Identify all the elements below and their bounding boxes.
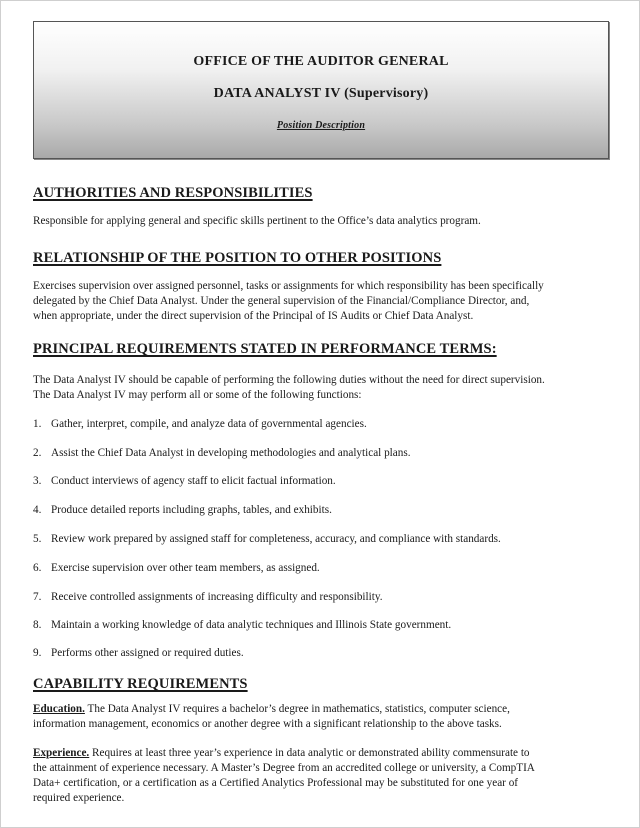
list-item-text: Review work prepared by assigned staff for completeness, accuracy, and compliance with standards. — [51, 533, 501, 545]
list-item-text: Assist the Chief Data Analyst in developing methodologies and analytical plans. — [51, 447, 411, 459]
list-item-text: Maintain a working knowledge of data analytic techniques and Illinois State government. — [51, 619, 452, 631]
list-item-text: Conduct interviews of agency staff to elicit factual information. — [51, 475, 336, 487]
heading-capability: CAPABILITY REQUIREMENTS — [33, 676, 248, 692]
list-item-text: Produce detailed reports including graphs, tables, and exhibits. — [51, 504, 332, 516]
list-item — [33, 503, 609, 518]
list-item — [33, 561, 609, 576]
list-item-number: 4. — [33, 504, 42, 516]
principal-intro-line-2: The Data Analyst IV may perform all or some of the following functions: — [33, 389, 362, 401]
list-item-text: Exercise supervision over other team members, as assigned. — [51, 562, 320, 574]
position-description-label: Position Description — [276, 120, 366, 131]
relationship-line-2: delegated by the Chief Data Analyst. Under the general supervision of the Financial/Compliance Director, and, — [33, 295, 530, 307]
education-paragraph — [33, 702, 609, 732]
education-label: Education. — [33, 703, 85, 715]
list-item — [33, 417, 609, 432]
list-item — [33, 618, 609, 633]
authorities-text — [33, 214, 609, 229]
relationship-line-1: Exercises supervision over assigned personnel, tasks or assignments for which responsibility has been specifically — [33, 280, 544, 292]
heading-authorities: AUTHORITIES AND RESPONSIBILITIES — [33, 185, 313, 201]
heading-relationship: RELATIONSHIP OF THE POSITION TO OTHER POSITIONS — [33, 250, 442, 266]
relationship-line-3: when appropriate, under the direct supervision of the Principal of IS Audits or Chief Data Analyst. — [33, 310, 474, 322]
list-item-number: 6. — [33, 562, 42, 574]
relationship-text — [33, 279, 609, 324]
education-line-2: information management, economics or another degree with a significant relationship to the above tasks. — [33, 718, 502, 730]
list-item-number: 7. — [33, 591, 42, 603]
experience-label: Experience. — [33, 747, 90, 759]
experience-line-2: the attainment of experience necessary. A Master’s Degree from an accredited college or university, a CompTIA — [33, 762, 535, 774]
principal-intro — [33, 373, 609, 403]
experience-paragraph — [33, 746, 609, 806]
experience-text-start: Requires at least three year’s experience in data analytic or demonstrated ability commensurate to — [89, 747, 530, 759]
list-item-number: 1. — [33, 418, 42, 430]
education-text-start: The Data Analyst IV requires a bachelor’s degree in mathematics, statistics, computer science, — [84, 703, 510, 715]
list-item-number: 3. — [33, 475, 42, 487]
list-item — [33, 474, 609, 489]
experience-line-3: Data+ certification, or a certification as a Certified Analytics Professional may be substituted for one year of — [33, 777, 519, 789]
header-box — [33, 21, 609, 159]
position-title: DATA ANALYST IV (Supervisory) — [213, 86, 429, 101]
list-item-text: Gather, interpret, compile, and analyze data of governmental agencies. — [51, 418, 367, 430]
list-item-text: Performs other assigned or required duties. — [51, 647, 244, 659]
experience-line-4: required experience. — [33, 792, 125, 804]
list-item — [33, 590, 609, 605]
list-item — [33, 646, 609, 661]
list-item-number: 8. — [33, 619, 42, 631]
principal-intro-line-1: The Data Analyst IV should be capable of performing the following duties without the need for direct supervision. — [33, 374, 545, 386]
experience-line-1 — [33, 746, 609, 761]
list-item-number: 5. — [33, 533, 42, 545]
list-item — [33, 446, 609, 461]
education-line-1 — [33, 702, 609, 717]
office-title: OFFICE OF THE AUDITOR GENERAL — [193, 54, 449, 69]
list-item-number: 9. — [33, 647, 42, 659]
list-item-text: Receive controlled assignments of increasing difficulty and responsibility. — [51, 591, 383, 603]
list-item-number: 2. — [33, 447, 42, 459]
heading-principal-requirements: PRINCIPAL REQUIREMENTS STATED IN PERFORMANCE TERMS: — [33, 341, 497, 357]
list-item — [33, 532, 609, 547]
authorities-line: Responsible for applying general and specific skills pertinent to the Office’s data analytics program. — [33, 215, 481, 227]
